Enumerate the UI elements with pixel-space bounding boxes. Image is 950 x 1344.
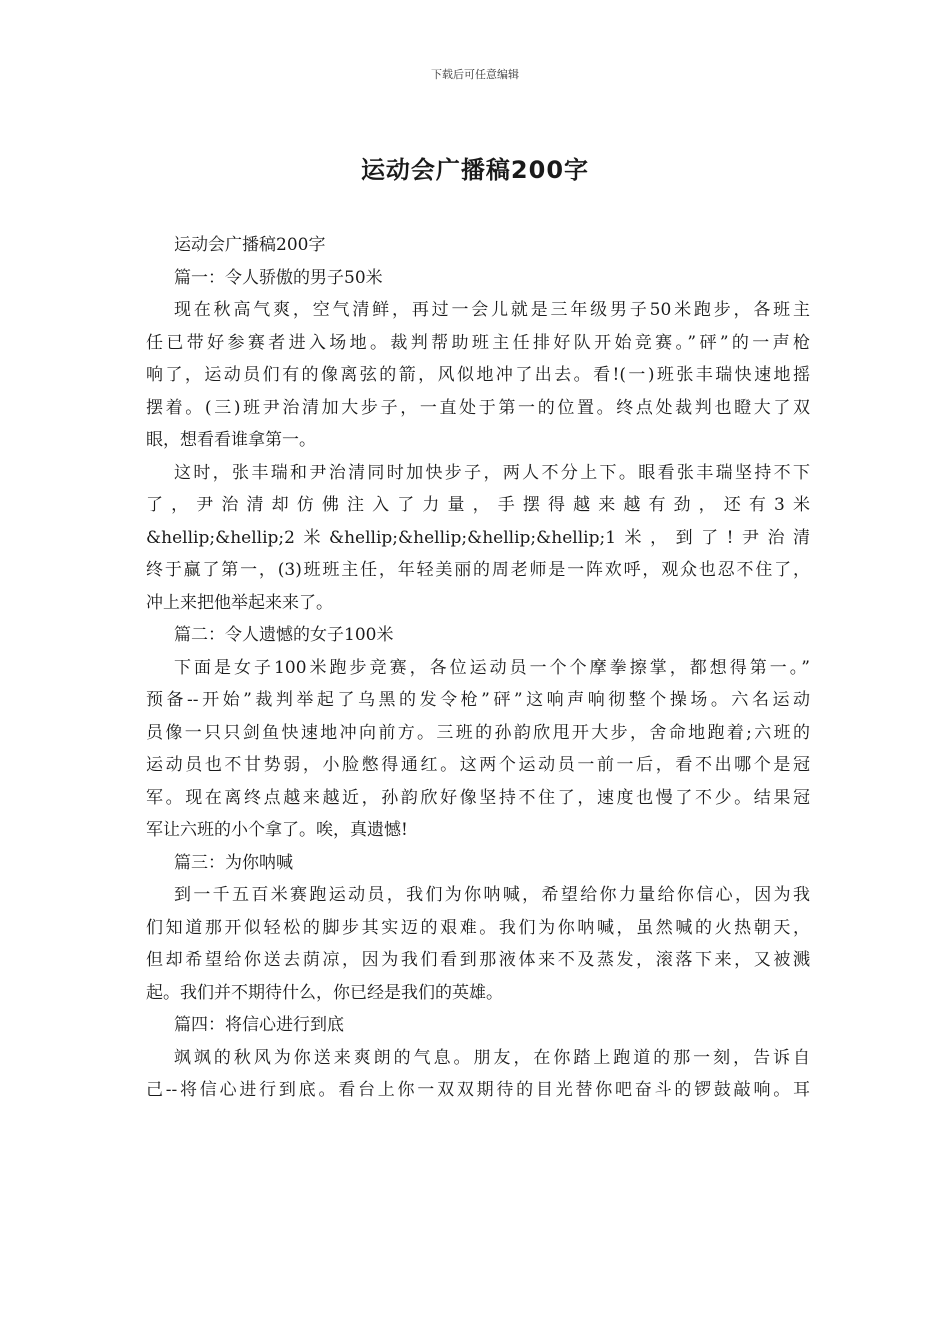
body-text-line: 终于赢了第一，(3)班班主任，年轻美丽的周老师是一阵欢呼，观众也忍不住了， — [146, 560, 810, 580]
body-text-line: 篇一：令人骄傲的男子50米 — [174, 267, 383, 288]
page-header-note: 下载后可任意编辑 — [431, 68, 519, 81]
body-text-line: &hellip;&hellip;2米&hellip;&hellip;&hellip;&hellip;1米，到了!尹治清 — [146, 527, 810, 548]
body-text-line: 了，尹治清却仿佛注入了力量，手摆得越来越有劲，还有3米 — [146, 495, 810, 515]
body-text-line: 但却希望给你送去荫凉，因为我们看到那液体来不及蒸发，滚落下来，又被溅 — [146, 950, 810, 970]
body-text-line: 运动员也不甘势弱，小脸憋得通红。这两个运动员一前一后，看不出哪个是冠 — [146, 755, 810, 775]
document-title: 运动会广播稿200字 — [360, 156, 590, 184]
body-text-line: 摆着。(三)班尹治清加大步子，一直处于第一的位置。终点处裁判也瞪大了双 — [146, 397, 810, 418]
body-text-line: 到一千五百米赛跑运动员，我们为你呐喊，希望给你力量给你信心，因为我 — [174, 885, 810, 905]
body-text-line: 篇三：为你呐喊 — [174, 852, 293, 873]
body-text-line: 起。我们并不期待什么，你已经是我们的英雄。 — [146, 982, 503, 1003]
body-text-line: 篇四：将信心进行到底 — [174, 1015, 344, 1035]
document-body — [146, 229, 810, 1107]
body-text-line: 军让六班的小个拿了。唉，真遗憾! — [146, 820, 408, 840]
body-text-line: 们知道那开似轻松的脚步其实迈的艰难。我们为你呐喊，虽然喊的火热朝天， — [146, 917, 810, 938]
body-text-line: 军。现在离终点越来越近，孙韵欣好像坚持不住了，速度也慢了不少。结果冠 — [146, 787, 810, 808]
body-text-line: 飒飒的秋风为你送来爽朗的气息。朋友，在你踏上跑道的那一刻，告诉自 — [174, 1047, 810, 1068]
body-text-line: 现在秋高气爽，空气清鲜，再过一会儿就是三年级男子50米跑步，各班主 — [174, 300, 810, 320]
body-text-line: 冲上来把他举起来来了。 — [146, 592, 333, 613]
body-text-line: 篇二：令人遗憾的女子100米 — [174, 625, 394, 645]
body-text-line: 响了，运动员们有的像离弦的箭，风似地冲了出去。看!(一)班张丰瑞快速地摇 — [146, 365, 810, 385]
body-text-line: 下面是女子100米跑步竞赛，各位运动员一个个摩拳擦掌，都想得第一。” — [174, 657, 810, 678]
body-text-line: 己--将信心进行到底。看台上你一双双期待的目光替你吧奋斗的锣鼓敲响。耳 — [146, 1080, 810, 1100]
body-text-line: 预备--开始”裁判举起了乌黑的发令枪”砰”这响声响彻整个操场。六名运动 — [146, 690, 810, 710]
body-text-line: 这时，张丰瑞和尹治清同时加快步子，两人不分上下。眼看张丰瑞坚持不下 — [174, 462, 810, 483]
body-text-line: 任已带好参赛者进入场地。裁判帮助班主任排好队开始竞赛。”砰”的一声枪 — [146, 332, 810, 353]
body-text-line: 眼，想看看谁拿第一。 — [146, 430, 316, 450]
body-text-line: 员像一只只剑鱼快速地冲向前方。三班的孙韵欣甩开大步，舍命地跑着;六班的 — [146, 722, 810, 743]
body-text-line: 运动会广播稿200字 — [174, 235, 326, 255]
